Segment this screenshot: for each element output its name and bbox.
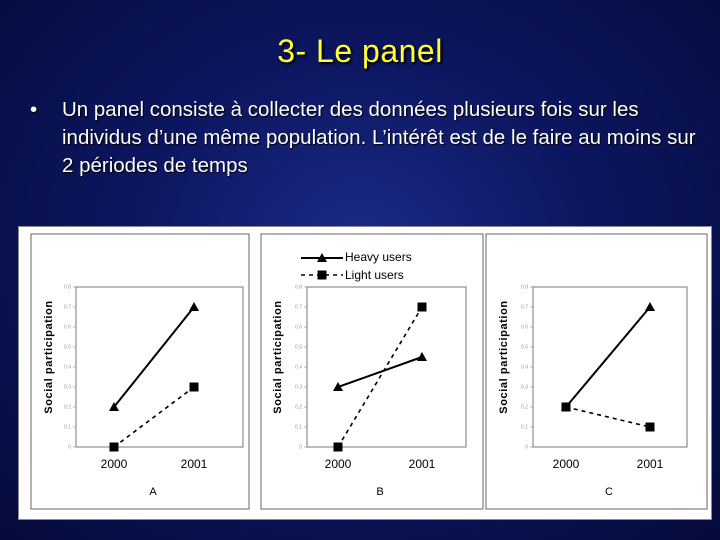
- y-tick-label-c: 0.2: [521, 404, 528, 411]
- y-tick-label-a: 0.4: [64, 364, 71, 371]
- panel-frame-a: [31, 234, 249, 509]
- legend-heavy-label: Heavy users: [345, 250, 412, 264]
- series-light-point-a: [110, 443, 119, 452]
- charts-svg: [19, 227, 711, 519]
- y-tick-label-b: 0.3: [295, 384, 302, 391]
- y-tick-label-b: 0.1: [295, 424, 302, 431]
- y-tick-label-c: 0.6: [521, 324, 528, 331]
- y-tick-label-a: 0: [68, 444, 71, 451]
- legend-light-marker: [318, 271, 327, 280]
- y-tick-label-a: 0.2: [64, 404, 71, 411]
- y-tick-label-c: 0.1: [521, 424, 528, 431]
- y-tick-label-a: 0.5: [64, 344, 71, 351]
- y-tick-label-c: 0.4: [521, 364, 528, 371]
- y-tick-label-a: 0.3: [64, 384, 71, 391]
- y-tick-label-b: 0: [299, 444, 302, 451]
- x-tick-label-b: 2000: [324, 457, 352, 471]
- y-tick-label-a: 0.7: [64, 304, 71, 311]
- y-tick-label-a: 0.8: [64, 284, 71, 291]
- series-light-point-c: [646, 423, 655, 432]
- legend-light-label: Light users: [345, 268, 404, 282]
- series-light-point-a: [190, 383, 199, 392]
- y-tick-label-b: 0.2: [295, 404, 302, 411]
- y-tick-label-c: 0.5: [521, 344, 528, 351]
- x-tick-label-c: 2000: [552, 457, 580, 471]
- y-tick-label-c: 0.8: [521, 284, 528, 291]
- panel-label-a: A: [149, 486, 157, 498]
- chart-figure: [18, 226, 712, 520]
- y-axis-title-c: Social participation: [498, 300, 510, 414]
- y-axis-title-b: Social participation: [272, 300, 284, 414]
- slide-title: 3- Le panel: [277, 33, 443, 69]
- panel-label-c: C: [605, 486, 613, 498]
- y-tick-label-b: 0.7: [295, 304, 302, 311]
- x-tick-label-b: 2001: [408, 457, 436, 471]
- series-light-point-b: [418, 303, 427, 312]
- y-tick-label-b: 0.6: [295, 324, 302, 331]
- y-axis-title-a: Social participation: [43, 300, 55, 414]
- y-tick-label-a: 0.6: [64, 324, 71, 331]
- series-light-point-c: [562, 403, 571, 412]
- panel-label-b: B: [376, 486, 384, 498]
- x-tick-label-a: 2001: [180, 457, 208, 471]
- y-tick-label-c: 0: [525, 444, 528, 451]
- x-tick-label-a: 2000: [100, 457, 128, 471]
- y-tick-label-c: 0.3: [521, 384, 528, 391]
- y-tick-label-b: 0.4: [295, 364, 302, 371]
- bullet-marker: •: [30, 98, 38, 121]
- y-tick-label-c: 0.7: [521, 304, 528, 311]
- series-light-point-b: [334, 443, 343, 452]
- x-tick-label-c: 2001: [636, 457, 664, 471]
- y-tick-label-b: 0.8: [295, 284, 302, 291]
- y-tick-label-a: 0.1: [64, 424, 71, 431]
- bullet-text: Un panel consiste à collecter des données plusieurs fois sur les individus d’une même population. L’intérêt est de le faire au moins sur 2 périodes de temps: [62, 98, 696, 177]
- y-tick-label-b: 0.5: [295, 344, 302, 351]
